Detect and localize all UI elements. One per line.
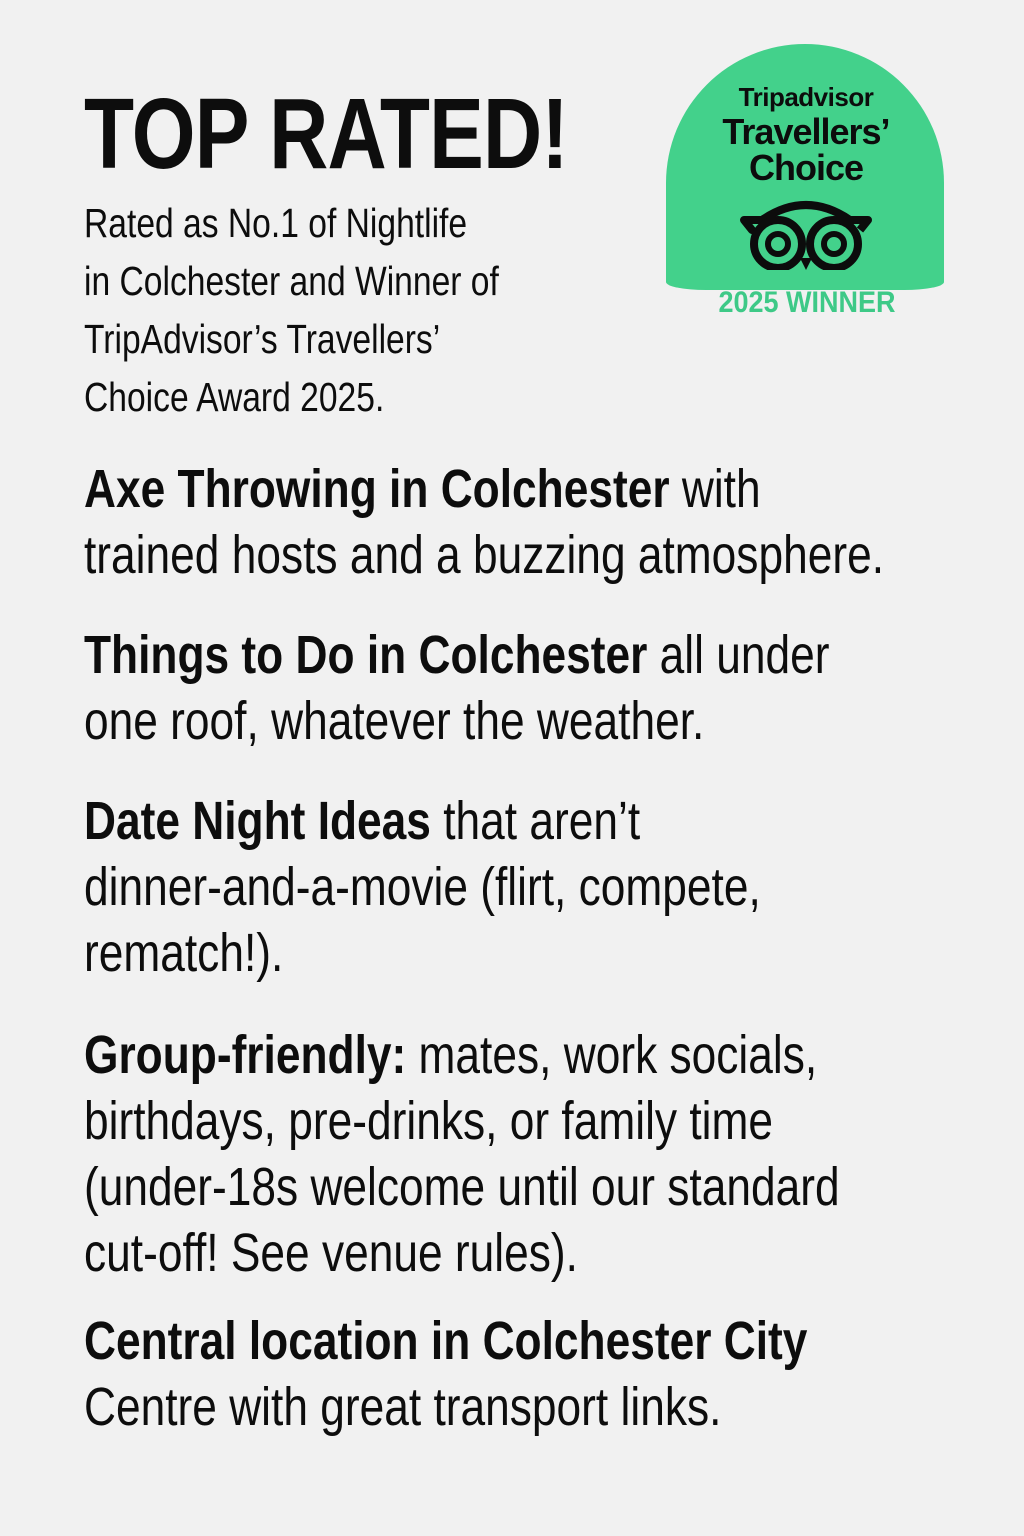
feature-heading: Things to Do in Colchester (84, 625, 648, 685)
badge-title-line2: Choice (748, 147, 864, 188)
intro-text (84, 194, 609, 426)
feature-text: (under-18s welcome until our standard (84, 1157, 840, 1217)
badge-title-line1: Travellers’ (722, 111, 890, 152)
feature-text: dinner-and-a-movie (flirt, compete, (84, 857, 761, 917)
feature-text: one roof, whatever the weather. (84, 691, 705, 751)
feature-text: birthdays, pre-drinks, or family time (84, 1091, 774, 1151)
owl-eyes-icon (736, 198, 876, 270)
feature-axe-throwing (84, 456, 884, 588)
intro-line: Rated as No.1 of Nightlife (84, 200, 468, 246)
feature-text: Centre with great transport links. (84, 1377, 722, 1437)
feature-text: trained hosts and a buzzing atmosphere. (84, 525, 885, 585)
feature-things-to-do (84, 622, 830, 754)
intro-line: TripAdvisor’s Travellers’ (84, 316, 441, 362)
intro-line: in Colchester and Winner of (84, 258, 499, 304)
badge-winner-text: 2025 WINNER (718, 286, 896, 319)
feature-central-location (84, 1308, 807, 1440)
feature-text: rematch!). (84, 923, 284, 983)
intro-line: Choice Award 2025. (84, 374, 385, 420)
feature-heading: Date Night Ideas (84, 791, 431, 851)
feature-text: mates, work socials, (406, 1025, 818, 1085)
feature-text: cut-off! See venue rules). (84, 1223, 578, 1283)
feature-group-friendly (84, 1022, 840, 1286)
feature-text: that aren’t (430, 791, 641, 851)
feature-heading: Axe Throwing in Colchester (84, 459, 670, 519)
tripadvisor-badge (658, 32, 938, 350)
badge-brand: Tripadvisor (738, 82, 874, 112)
feature-text: with (669, 459, 761, 519)
headline: TOP RATED! (84, 78, 568, 190)
feature-heading: Central location in Colchester City (84, 1311, 808, 1371)
feature-heading: Group-friendly: (84, 1025, 407, 1085)
feature-date-night (84, 788, 761, 986)
feature-text: all under (647, 625, 830, 685)
